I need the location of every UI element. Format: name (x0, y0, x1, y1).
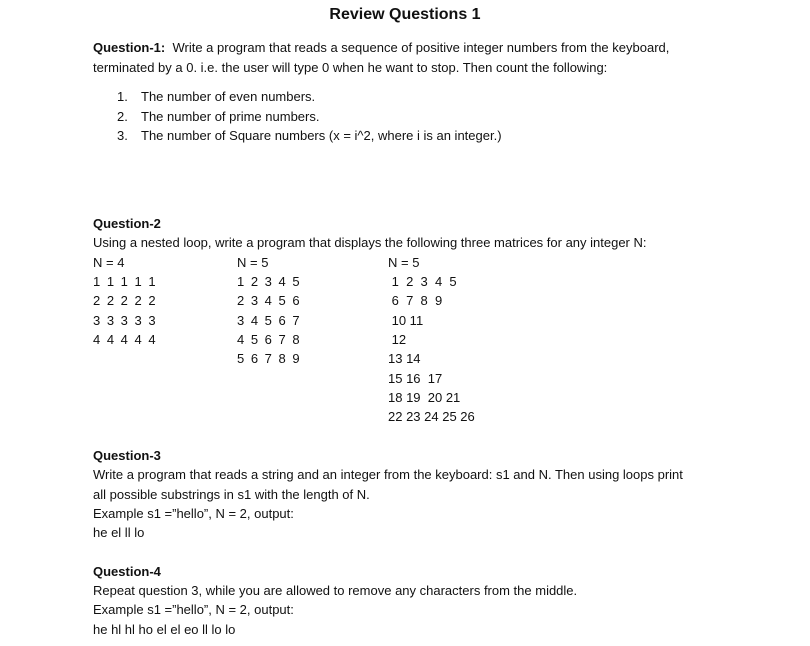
matrix-1-header: N = 4 (93, 255, 125, 270)
page-title: Review Questions 1 (329, 6, 481, 23)
question-2-text: Using a nested loop, write a program that displays the following three matrices for any integer N: (93, 235, 647, 250)
matrix-row: 5 6 7 8 9 (237, 351, 302, 366)
matrix-row: 3 4 5 6 7 (237, 313, 302, 328)
question-1-label: Question-1: (93, 40, 166, 55)
list-item: The number of prime numbers. (141, 109, 320, 124)
question-4-label: Question-4 (93, 564, 161, 579)
list-item-number: 2. (117, 109, 128, 124)
matrix-row: 6 7 8 9 (388, 293, 443, 308)
question-4-text: Repeat question 3, while you are allowed to remove any characters from the middle. (93, 583, 578, 598)
question-3-label: Question-3 (93, 448, 161, 463)
question-1-line2: terminated by a 0. i.e. the user will type 0 when he want to stop. Then count the following: (93, 60, 608, 75)
matrix-row: 12 (388, 332, 407, 347)
matrix-row: 13 14 (388, 351, 421, 366)
question-3-output: he el ll lo (93, 525, 145, 540)
matrix-row: 2 3 4 5 6 (237, 293, 302, 308)
matrix-row: 10 11 (388, 313, 424, 328)
question-1-line1 (93, 38, 669, 57)
question-1-text: Write a program that reads a sequence of positive integer numbers from the keyboard, (165, 40, 670, 55)
question-2-label: Question-2 (93, 216, 161, 231)
question-3-text: Write a program that reads a string and an integer from the keyboard: s1 and N. Then using loops print (93, 467, 683, 482)
matrix-row: 22 23 24 25 26 (388, 409, 475, 424)
matrix-3-header: N = 5 (388, 255, 420, 270)
matrix-row: 15 16 17 (388, 371, 443, 386)
question-4-example: Example s1 =”hello”, N = 2, output: (93, 602, 294, 617)
matrix-row: 3 3 3 3 3 (93, 313, 158, 328)
list-item-number: 1. (117, 89, 128, 104)
matrix-row: 2 2 2 2 2 (93, 293, 158, 308)
question-4-output: he hl hl ho el el eo ll lo lo (93, 622, 236, 637)
matrix-row: 18 19 20 21 (388, 390, 461, 405)
question-3-text: all possible substrings in s1 with the length of N. (93, 487, 370, 502)
list-item: The number of Square numbers (x = i^2, where i is an integer.) (141, 128, 502, 143)
matrix-row: 4 4 4 4 4 (93, 332, 158, 347)
matrix-row: 1 1 1 1 1 (93, 274, 158, 289)
list-item: The number of even numbers. (141, 89, 316, 104)
matrix-row: 1 2 3 4 5 (237, 274, 302, 289)
list-item-number: 3. (117, 128, 128, 143)
question-3-example: Example s1 =”hello”, N = 2, output: (93, 506, 294, 521)
matrix-row: 1 2 3 4 5 (388, 274, 457, 289)
matrix-2-header: N = 5 (237, 255, 269, 270)
matrix-row: 4 5 6 7 8 (237, 332, 302, 347)
